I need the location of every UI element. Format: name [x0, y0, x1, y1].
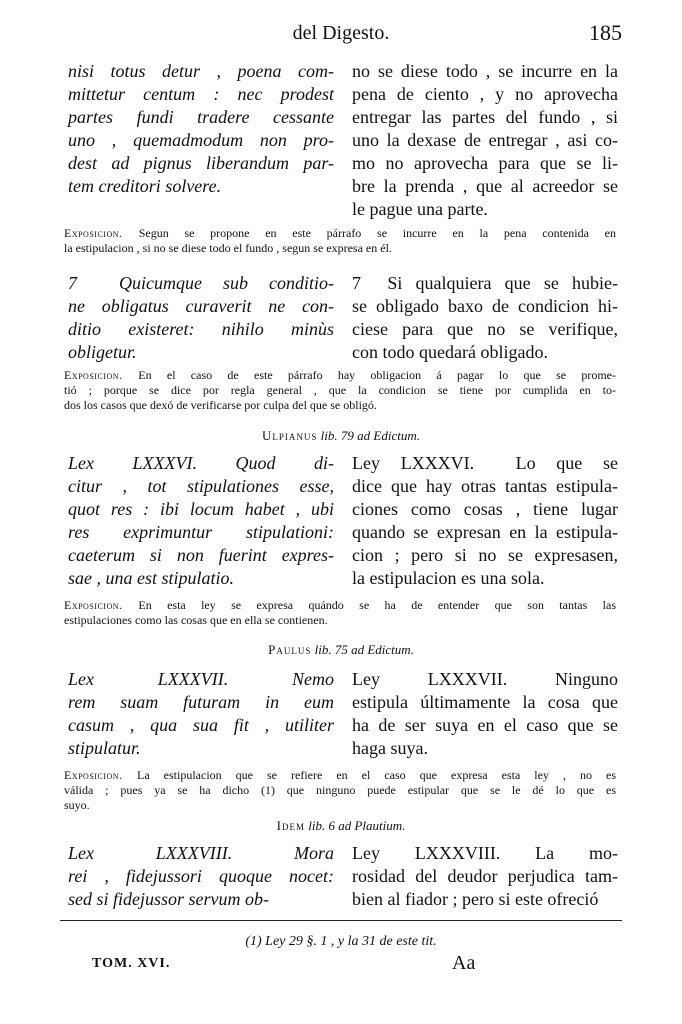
text-line: uno , quemadmodum non pro-	[68, 130, 334, 150]
note-line: dos los casos que dexó de verificarse por culpa del que se obligó.	[64, 398, 377, 412]
source-author: Paulus	[268, 642, 312, 657]
text-line: se obligado baxo de condicion hi-	[352, 296, 618, 316]
note-line: Exposicion. En el caso de este párrafo hay obligacion á pagar lo que se prome-	[64, 368, 616, 382]
text-line: cion ; pero si no se expresasen,	[352, 545, 618, 565]
text-line: uno la dexase de entregar , asi co-	[352, 130, 618, 150]
text-line: 7 Si qualquiera que se hubie-	[352, 273, 618, 293]
text-line: sed si fidejussor servum ob-	[68, 889, 269, 909]
source-reference: lib. 6 ad Plautium.	[304, 818, 406, 833]
note-line: tió ; porque se dice por regla general , que la condicion se tiene por cumplida en to-	[64, 383, 616, 397]
text-line: rosidad del deudor perjudica tam-	[352, 866, 618, 886]
footnote-rule	[60, 920, 622, 921]
text-line: Lex LXXXVI. Quod di-	[68, 453, 334, 473]
text-line: haga suya.	[352, 738, 428, 758]
text-line: quando se expresan en la estipula-	[352, 522, 618, 542]
text-line: estipula últimamente la cosa que	[352, 692, 618, 712]
source-citation	[0, 818, 682, 834]
text-line: Lex LXXXVII. Nemo	[68, 669, 334, 689]
latin-column	[68, 842, 334, 911]
text-line: ne obligatus curaverit ne con-	[68, 296, 334, 316]
text-line: rem suam futuram in eum	[68, 692, 334, 712]
text-line: dice que hay otras tantas estipula-	[352, 476, 618, 496]
volume-mark: TOM. XVI.	[92, 956, 171, 971]
note-line: estipulaciones como las cosas que en ella se contienen.	[64, 613, 328, 627]
exposicion-note	[64, 368, 616, 413]
spanish-column	[352, 668, 618, 760]
source-reference: lib. 75 ad Edictum.	[311, 642, 414, 657]
text-line: mittetur centum : nec prodest	[68, 84, 334, 104]
text-line: ciones como cosas , tiene lugar	[352, 499, 618, 519]
text-line: bre la prenda , que al acreedor se	[352, 176, 618, 196]
text-line: partes fundi tradere cessante	[68, 107, 334, 127]
text-line: bien al fiador ; pero si este ofreció	[352, 889, 599, 909]
text-line: casum , qua sua fit , utiliter	[68, 715, 334, 735]
text-line: rei , fidejussori quoque nocet:	[68, 866, 334, 886]
text-line: obligetur.	[68, 342, 137, 362]
spanish-column	[352, 272, 618, 364]
note-line: suyo.	[64, 798, 90, 812]
text-line: sae , una est stipulatio.	[68, 568, 234, 588]
text-line: dest ad pignus liberandum par-	[68, 153, 334, 173]
note-line: válida ; pues ya se ha dicho (1) que ninguno puede estipular que se le dé lo que es	[64, 783, 616, 797]
source-author: Ulpianus	[262, 428, 318, 443]
spanish-column	[352, 842, 618, 911]
text-line: quot res : ibi locum habet , ubi	[68, 499, 334, 519]
text-line: entregar las partes del fundo , si	[352, 107, 618, 127]
latin-column	[68, 668, 334, 760]
source-reference: lib. 79 ad Edictum.	[317, 428, 420, 443]
latin-column	[68, 452, 334, 590]
exposicion-note	[64, 598, 616, 628]
latin-column	[68, 272, 334, 364]
text-line: citur , tot stipulationes esse,	[68, 476, 334, 496]
text-line: no se diese todo , se incurre en la	[352, 61, 618, 81]
source-citation	[0, 428, 682, 444]
note-line: Exposicion. Segun se propone en este párrafo se incurre en la pena contenida en	[64, 226, 616, 240]
spanish-column	[352, 452, 618, 590]
text-line: tem creditori solvere.	[68, 176, 222, 196]
latin-column	[68, 60, 334, 198]
spanish-column	[352, 60, 618, 221]
note-line: la estipulacion , si no se diese todo el fundo , segun se expresa en él.	[64, 241, 392, 255]
exposicion-note	[64, 226, 616, 256]
text-line: le pague una parte.	[352, 199, 488, 219]
text-line: Ley LXXXVIII. La mo-	[352, 843, 618, 863]
note-line: Exposicion. En esta ley se expresa quándo se ha de entender que son tantas las	[64, 598, 616, 612]
exposicion-note	[64, 768, 616, 813]
text-line: stipulatur.	[68, 738, 141, 758]
source-citation	[0, 642, 682, 658]
text-line: ha de ser suya en el caso que se	[352, 715, 618, 735]
source-author: Idem	[276, 818, 305, 833]
signature-mark: Aa	[452, 952, 476, 974]
text-line: res exprimuntur stipulationi:	[68, 522, 334, 542]
text-line: 7 Quicumque sub conditio-	[68, 273, 334, 293]
exposicion-label: Exposicion.	[64, 226, 139, 240]
exposicion-label: Exposicion.	[64, 368, 139, 382]
exposicion-label: Exposicion.	[64, 768, 138, 782]
text-line: Ley LXXXVI. Lo que se	[352, 453, 618, 473]
text-line: mo no aprovecha para que se li-	[352, 153, 618, 173]
text-line: ciese para que no se verifique,	[352, 319, 618, 339]
text-line: Lex LXXXVIII. Mora	[68, 843, 334, 863]
text-line: Ley LXXXVII. Ninguno	[352, 669, 618, 689]
text-line: caeterum si non fuerint expres-	[68, 545, 334, 565]
text-line: la estipulacion es una sola.	[352, 568, 545, 588]
text-line: con todo quedará obligado.	[352, 342, 548, 362]
note-line: Exposicion. La estipulacion que se refiere en el caso que expresa esta ley , no es	[64, 768, 616, 782]
footnote: (1) Ley 29 §. 1 , y la 31 de este tit.	[245, 934, 437, 949]
text-line: pena de ciento , y no aprovecha	[352, 84, 618, 104]
page-number: 185	[589, 20, 622, 45]
exposicion-label: Exposicion.	[64, 598, 139, 612]
text-line: ditio existeret: nihilo minùs	[68, 319, 334, 339]
text-line: nisi totus detur , poena com-	[68, 61, 334, 81]
running-title: del Digesto.	[292, 22, 390, 44]
